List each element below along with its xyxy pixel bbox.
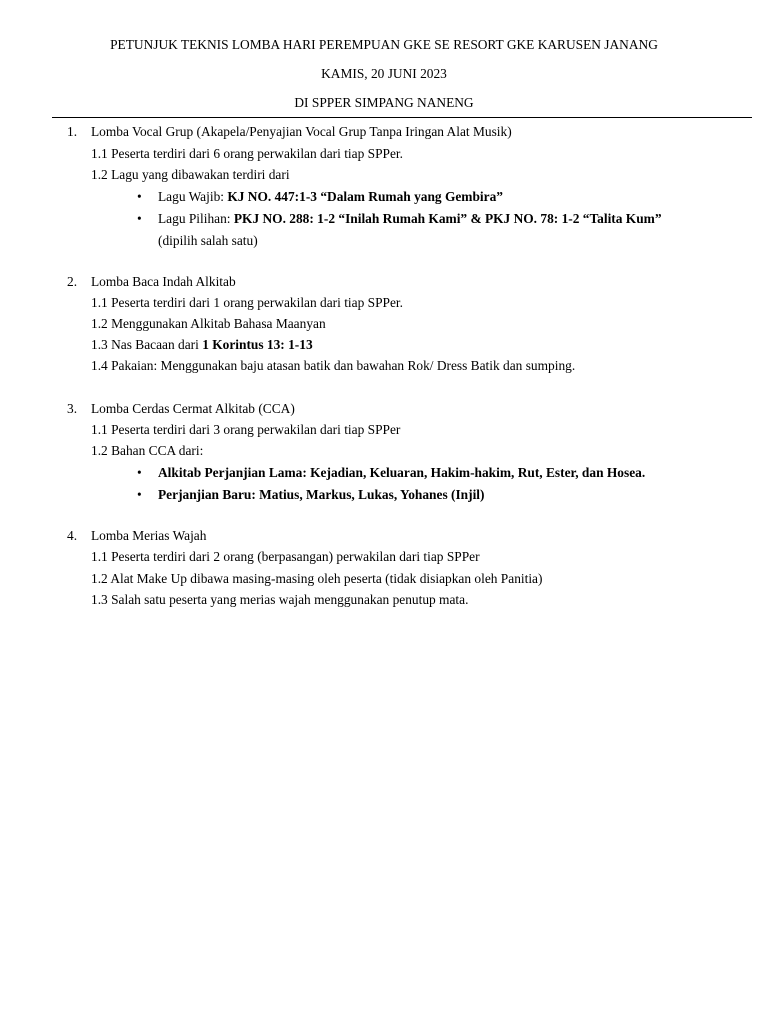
list-item: 1.2 Menggunakan Alkitab Bahasa Maanyan [91, 316, 326, 331]
bullet-value: KJ NO. 447:1-3 “Dalam Rumah yang Gembira” [227, 189, 503, 204]
bullet-item [158, 465, 645, 481]
bullet-icon: • [137, 189, 142, 204]
section-number: 4. [67, 528, 78, 543]
list-item: 1.1 Peserta terdiri dari 3 orang perwakilan dari tiap SPPer [91, 422, 401, 437]
section-number: 1. [67, 124, 78, 139]
list-item: 1.1 Peserta terdiri dari 6 orang perwakilan dari tiap SPPer. [91, 146, 403, 161]
header-divider [52, 117, 752, 118]
bullet-continuation: (dipilih salah satu) [158, 233, 258, 248]
list-item: 1.2 Bahan CCA dari: [91, 443, 204, 458]
bullet-label: Lagu Wajib: [158, 189, 228, 204]
list-item [91, 337, 313, 353]
bullet-icon: • [137, 211, 142, 226]
list-item: 1.3 Salah satu peserta yang merias wajah menggunakan penutup mata. [91, 592, 469, 607]
bullet-item [158, 211, 662, 227]
document-venue: DI SPPER SIMPANG NANENG [294, 95, 474, 110]
bullet-label: Lagu Pilihan: [158, 211, 234, 226]
bullet-item [158, 487, 485, 503]
section-number: 2. [67, 274, 78, 289]
list-item: 1.1 Peserta terdiri dari 2 orang (berpasangan) perwakilan dari tiap SPPer [91, 549, 480, 564]
list-item: 1.1 Peserta terdiri dari 1 orang perwakilan dari tiap SPPer. [91, 295, 403, 310]
document-date: KAMIS, 20 JUNI 2023 [321, 66, 447, 81]
bullet-value: PKJ NO. 288: 1-2 “Inilah Rumah Kami” & PKJ NO. 78: 1-2 “Talita Kum” [233, 211, 662, 226]
bullet-icon: • [137, 487, 142, 502]
list-item: 1.2 Lagu yang dibawakan terdiri dari [91, 167, 290, 182]
section-number: 3. [67, 401, 78, 416]
section-title: Lomba Merias Wajah [91, 528, 207, 543]
section-title: Lomba Cerdas Cermat Alkitab (CCA) [91, 401, 295, 416]
bullet-item [158, 189, 503, 205]
document-title: PETUNJUK TEKNIS LOMBA HARI PEREMPUAN GKE SE RESORT GKE KARUSEN JANANG [110, 37, 658, 52]
item-text: 1.3 Nas Bacaan dari [91, 337, 203, 352]
bullet-icon: • [137, 465, 142, 480]
section-title: Lomba Vocal Grup (Akapela/Penyajian Vocal Grup Tanpa Iringan Alat Musik) [91, 124, 512, 139]
bullet-value: Alkitab Perjanjian Lama: Kejadian, Keluaran, Hakim-hakim, Rut, Ester, dan Hosea. [158, 465, 646, 480]
list-item: 1.2 Alat Make Up dibawa masing-masing oleh peserta (tidak disiapkan oleh Panitia) [91, 571, 543, 586]
item-bold-text: 1 Korintus 13: 1-13 [202, 337, 313, 352]
bullet-value: Perjanjian Baru: Matius, Markus, Lukas, Yohanes (Injil) [158, 487, 485, 502]
section-title: Lomba Baca Indah Alkitab [91, 274, 236, 289]
list-item: 1.4 Pakaian: Menggunakan baju atasan batik dan bawahan Rok/ Dress Batik dan sumping. [91, 358, 576, 373]
